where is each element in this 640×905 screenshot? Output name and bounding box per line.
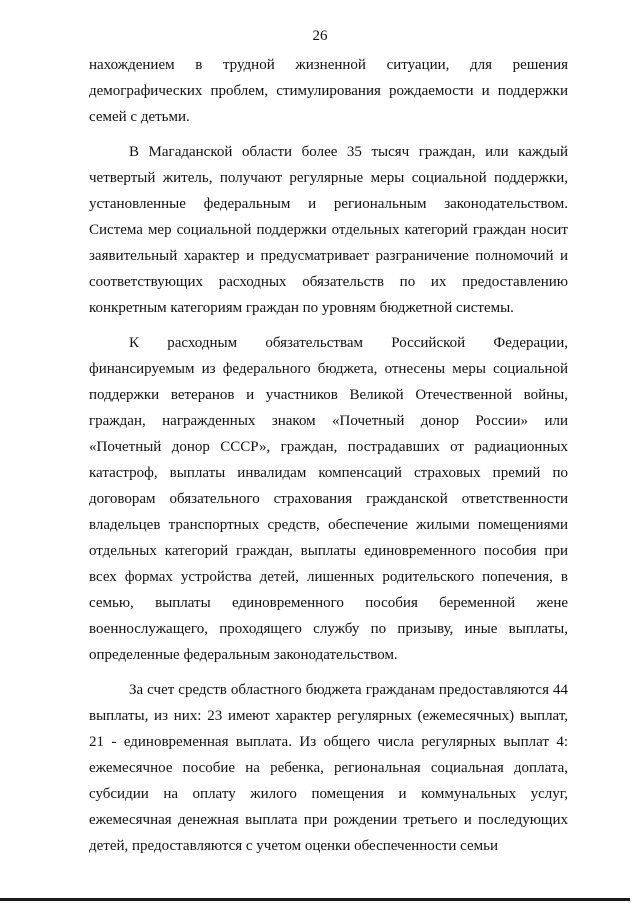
- paragraph-continuation: нахождением в трудной жизненной ситуации, для решения демографических проблем, стимулирования рождаемости и поддержки семей с детьми.: [89, 57, 568, 125]
- body-text: [89, 52, 568, 859]
- paragraph-regional-payments: За счет средств областного бюджета гражданам предоставляются 44 выплаты, из них: 23 имеют характер регулярных (ежемесячных) выплат, 21 - единовременная выплата. Из общего числа регулярных выплат 4: ежемесячное пособие на ребенка, региональная социальная доплата, субсидии на оплату жилого помещения и коммунальных услуг, ежемесячная денежная выплата при рождении третьего и последующих детей, предоставляются с учетом оценки обеспеченности семьи: [89, 682, 568, 854]
- paragraph-federal-obligations: К расходным обязательствам Российской Федерации, финансируемым из федерального бюджета, отнесены меры социальной поддержки ветеранов и участников Великой Отечественной войны, граждан, награжденных знаком «Почетный донор России» или «Почетный донор СССР», граждан, пострадавших от радиационных катастроф, выплаты инвалидам компенсаций страховых премий по договорам обязательного страхования гражданской ответственности владельцев транспортных средств, обеспечение жилыми помещениями отдельных категорий граждан, выплаты единовременного пособия при всех формах устройства детей, лишенных родительского попечения, в семью, выплаты единовременного пособия беременной жене военнослужащего, проходящего службу по призыву, иные выплаты, определенные федеральным законодательством.: [89, 335, 568, 663]
- page-number: 26: [312, 28, 328, 44]
- bottom-scan-border: [0, 898, 630, 901]
- paragraph-social-support-recipients: В Магаданской области более 35 тысяч граждан, или каждый четвертый житель, получают регулярные меры социальной поддержки, установленные федеральным и региональным законодательством. Система мер социальной поддержки отдельных категорий граждан носит заявительный характер и предусматривает разграничение полномочий и соответствующих расходных обязательств по их предоставлению конкретным категориям граждан по уровням бюджетной системы.: [89, 144, 568, 316]
